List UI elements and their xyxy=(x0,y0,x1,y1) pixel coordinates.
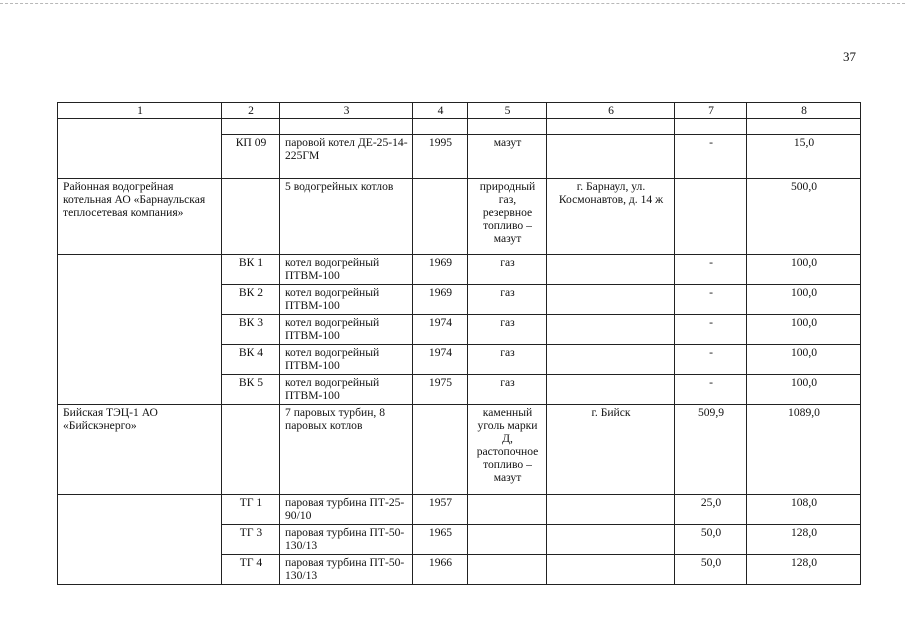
column-number: 2 xyxy=(222,103,280,119)
cell-fuel: газ xyxy=(468,375,547,405)
cell-location xyxy=(547,135,675,179)
cell-plant: Районная водогрейная котельная АО «Барнаульская теплосетевая компания» xyxy=(58,179,222,255)
cell-fuel: газ xyxy=(468,315,547,345)
cell-year xyxy=(413,405,468,495)
cell-thermal-capacity: 1089,0 xyxy=(747,405,861,495)
cell-electric-capacity: - xyxy=(675,255,747,285)
cell-equipment: паровая турбина ПТ-25-90/10 xyxy=(280,495,413,525)
cell-location xyxy=(547,525,675,555)
cell-station-no: ВК 4 xyxy=(222,345,280,375)
cell-thermal-capacity: 100,0 xyxy=(747,375,861,405)
cell-year: 1966 xyxy=(413,555,468,585)
cell-empty xyxy=(747,119,861,135)
cell-location xyxy=(547,375,675,405)
cell-fuel: газ xyxy=(468,345,547,375)
cell-fuel: мазут xyxy=(468,135,547,179)
cell-station-no: КП 09 xyxy=(222,135,280,179)
scan-top-edge xyxy=(0,3,905,4)
cell-equipment: котел водогрейный ПТВМ-100 xyxy=(280,285,413,315)
column-number: 8 xyxy=(747,103,861,119)
cell-empty xyxy=(547,119,675,135)
cell-empty xyxy=(468,119,547,135)
cell-station-no: ВК 1 xyxy=(222,255,280,285)
cell-plant xyxy=(58,495,222,585)
cell-year: 1974 xyxy=(413,345,468,375)
column-number: 1 xyxy=(58,103,222,119)
cell-thermal-capacity: 15,0 xyxy=(747,135,861,179)
cell-thermal-capacity: 100,0 xyxy=(747,285,861,315)
cell-year: 1957 xyxy=(413,495,468,525)
cell-electric-capacity: - xyxy=(675,345,747,375)
cell-fuel: природный газ, резервное топливо – мазут xyxy=(468,179,547,255)
cell-year: 1969 xyxy=(413,255,468,285)
cell-location xyxy=(547,315,675,345)
cell-year: 1969 xyxy=(413,285,468,315)
cell-fuel xyxy=(468,555,547,585)
cell-equipment: котел водогрейный ПТВМ-100 xyxy=(280,345,413,375)
cell-equipment: котел водогрейный ПТВМ-100 xyxy=(280,375,413,405)
cell-equipment: котел водогрейный ПТВМ-100 xyxy=(280,315,413,345)
cell-equipment: паровой котел ДЕ-25-14-225ГМ xyxy=(280,135,413,179)
column-number: 3 xyxy=(280,103,413,119)
column-number: 4 xyxy=(413,103,468,119)
cell-equipment: паровая турбина ПТ-50-130/13 xyxy=(280,555,413,585)
cell-empty xyxy=(280,119,413,135)
page-number: 37 xyxy=(843,49,856,64)
cell-location: г. Барнаул, ул. Космонавтов, д. 14 ж xyxy=(547,179,675,255)
cell-equipment: паровая турбина ПТ-50-130/13 xyxy=(280,525,413,555)
column-number: 7 xyxy=(675,103,747,119)
cell-fuel xyxy=(468,525,547,555)
cell-location: г. Бийск xyxy=(547,405,675,495)
cell-thermal-capacity: 128,0 xyxy=(747,555,861,585)
cell-location xyxy=(547,255,675,285)
cell-electric-capacity: 50,0 xyxy=(675,525,747,555)
equipment-table xyxy=(57,102,861,585)
column-number-row xyxy=(58,103,861,119)
cell-plant xyxy=(58,255,222,405)
column-number: 6 xyxy=(547,103,675,119)
cell-location xyxy=(547,555,675,585)
cell-electric-capacity: 50,0 xyxy=(675,555,747,585)
cell-year: 1965 xyxy=(413,525,468,555)
cell-thermal-capacity: 100,0 xyxy=(747,315,861,345)
cell-station-no xyxy=(222,405,280,495)
cell-year xyxy=(413,179,468,255)
cell-station-no: ВК 2 xyxy=(222,285,280,315)
cell-location xyxy=(547,285,675,315)
cell-empty xyxy=(222,119,280,135)
cell-station-no: ТГ 4 xyxy=(222,555,280,585)
table-row xyxy=(58,119,861,135)
cell-fuel: газ xyxy=(468,255,547,285)
cell-thermal-capacity: 108,0 xyxy=(747,495,861,525)
cell-thermal-capacity: 500,0 xyxy=(747,179,861,255)
cell-equipment: 5 водогрейных котлов xyxy=(280,179,413,255)
cell-fuel: каменный уголь марки Д, растопочное топливо – мазут xyxy=(468,405,547,495)
cell-empty xyxy=(413,119,468,135)
table-row xyxy=(58,495,861,525)
cell-station-no: ТГ 3 xyxy=(222,525,280,555)
cell-electric-capacity: - xyxy=(675,315,747,345)
cell-year: 1975 xyxy=(413,375,468,405)
cell-station-no: ВК 3 xyxy=(222,315,280,345)
cell-thermal-capacity: 128,0 xyxy=(747,525,861,555)
cell-electric-capacity: - xyxy=(675,375,747,405)
cell-plant: Бийская ТЭЦ-1 АО «Бийскэнерго» xyxy=(58,405,222,495)
cell-plant xyxy=(58,119,222,179)
cell-empty xyxy=(675,119,747,135)
cell-thermal-capacity: 100,0 xyxy=(747,255,861,285)
cell-equipment: 7 паровых турбин, 8 паровых котлов xyxy=(280,405,413,495)
cell-location xyxy=(547,345,675,375)
cell-station-no xyxy=(222,179,280,255)
cell-station-no: ТГ 1 xyxy=(222,495,280,525)
table-row xyxy=(58,405,861,495)
cell-location xyxy=(547,495,675,525)
cell-electric-capacity: 25,0 xyxy=(675,495,747,525)
cell-station-no: ВК 5 xyxy=(222,375,280,405)
table-row xyxy=(58,255,861,285)
cell-electric-capacity: - xyxy=(675,285,747,315)
column-number: 5 xyxy=(468,103,547,119)
cell-fuel xyxy=(468,495,547,525)
cell-equipment: котел водогрейный ПТВМ-100 xyxy=(280,255,413,285)
cell-fuel: газ xyxy=(468,285,547,315)
cell-year: 1974 xyxy=(413,315,468,345)
table-row xyxy=(58,179,861,255)
cell-electric-capacity: - xyxy=(675,135,747,179)
cell-electric-capacity: 509,9 xyxy=(675,405,747,495)
cell-electric-capacity xyxy=(675,179,747,255)
cell-thermal-capacity: 100,0 xyxy=(747,345,861,375)
cell-year: 1995 xyxy=(413,135,468,179)
